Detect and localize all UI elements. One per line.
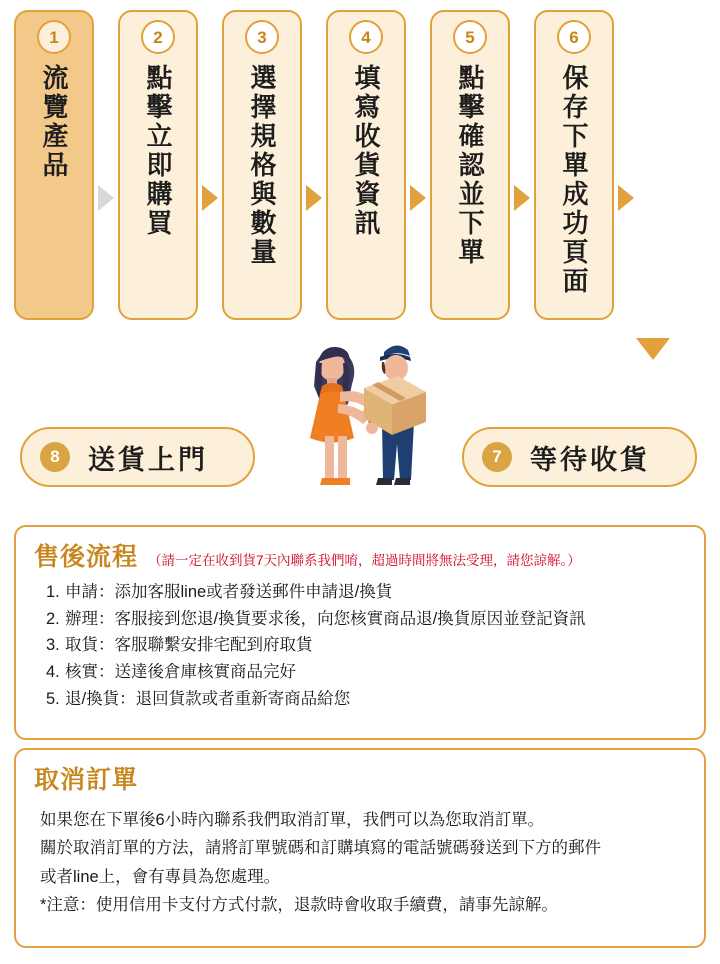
- flow-step-5: [430, 10, 510, 320]
- step-label: 送貨上門: [88, 444, 208, 475]
- cancel-title: 取消訂單: [34, 766, 139, 794]
- list-item: [46, 659, 690, 686]
- list-item: [46, 606, 690, 633]
- cancel-order-panel: [14, 748, 706, 948]
- step-number-badge: 6: [557, 20, 591, 54]
- aftersales-step-list: [16, 579, 704, 713]
- step-number-badge: 8: [40, 442, 70, 472]
- list-text: 申請：添加客服line或者發送郵件申請退/換貨: [65, 583, 393, 601]
- step-label: 流覽產品: [39, 64, 70, 180]
- step-label: 等待收貨: [530, 444, 650, 475]
- aftersales-header: [16, 527, 704, 577]
- step-label: 填寫收貨資訊: [351, 64, 382, 238]
- list-index: 4.: [46, 663, 60, 682]
- step-number-badge: 7: [482, 442, 512, 472]
- list-index: 3.: [46, 636, 60, 655]
- flow-arrow-right-icon: [202, 185, 218, 211]
- flow-arrow-right-icon: [306, 185, 322, 211]
- step-label: 保存下單成功頁面: [559, 64, 590, 296]
- flow-arrow-right-icon: [410, 185, 426, 211]
- list-text: 核實：送達後倉庫核實商品完好: [65, 663, 296, 682]
- list-item: [46, 632, 690, 659]
- list-index: 1.: [46, 583, 60, 601]
- flow-arrow-right-icon: [514, 185, 530, 211]
- process-flow: [14, 10, 714, 330]
- flow-step-2: [118, 10, 198, 320]
- step-number-badge: 5: [453, 20, 487, 54]
- flow-step-4: [326, 10, 406, 320]
- flow-step-8-delivery: [20, 427, 255, 487]
- cancel-paragraph: 關於取消訂單的方法，請將訂單號碼和訂購填寫的電話號碼發送到下方的郵件: [40, 839, 601, 858]
- cancel-paragraph: 如果您在下單後6小時內聯系我們取消訂單，我們可以為您取消訂單。: [40, 811, 545, 829]
- cancel-paragraph: 或者line上，會有專員為您處理。: [40, 867, 281, 886]
- step-label: 選擇規格與數量: [247, 64, 278, 267]
- cancel-note: *注意：使用信用卡支付方式付款，退款時會收取手續費，請事先諒解。: [40, 896, 558, 915]
- list-item: [46, 579, 690, 606]
- flow-arrow-down-icon: [636, 338, 670, 360]
- list-index: 2.: [46, 609, 60, 628]
- aftersales-title: 售後流程: [34, 543, 139, 571]
- aftersales-process-panel: [14, 525, 706, 740]
- list-item: [46, 686, 690, 713]
- list-text: 辦理：客服接到您退/換貨要求後，向您核實商品退/換貨原因並登記資訊: [65, 609, 586, 628]
- step-label: 點擊立即購買: [143, 64, 174, 238]
- step-label: 點擊確認並下單: [455, 64, 486, 267]
- list-text: 退/換貨：退回貨款或者重新寄商品給您: [65, 689, 351, 708]
- delivery-illustration: [272, 318, 452, 498]
- list-text: 取貨：客服聯繫安排宅配到府取貨: [65, 636, 313, 655]
- aftersales-note: （請一定在收到貨7天內聯系我們唷，超過時間將無法受理，請您諒解。）: [148, 553, 581, 568]
- flow-step-3: [222, 10, 302, 320]
- flow-arrow-right-icon: [618, 185, 634, 211]
- flow-step-1: [14, 10, 94, 320]
- flow-step-7-waiting: [462, 427, 697, 487]
- flow-step-6: [534, 10, 614, 320]
- step-number-badge: 1: [37, 20, 71, 54]
- step-number-badge: 2: [141, 20, 175, 54]
- step-number-badge: 3: [245, 20, 279, 54]
- flow-arrow-right-icon: [98, 185, 114, 211]
- cancel-header: [16, 750, 704, 800]
- list-index: 5.: [46, 689, 60, 708]
- step-number-badge: 4: [349, 20, 383, 54]
